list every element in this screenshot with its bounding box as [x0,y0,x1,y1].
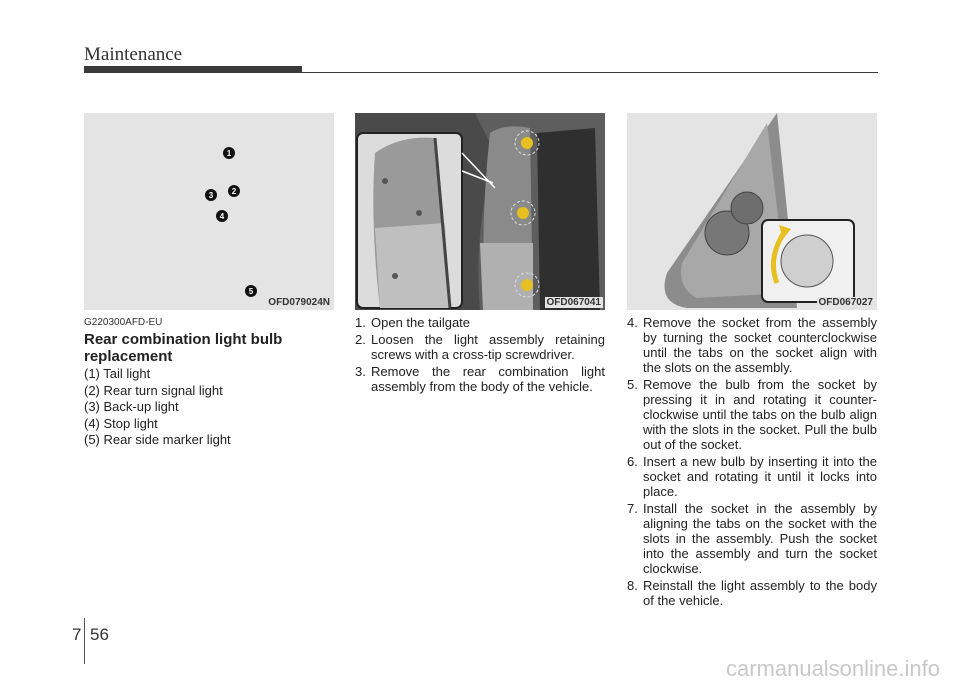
watermark: carmanualsonline.info [725,656,940,681]
callout-1: 1 [226,149,232,158]
retaining-screws-illustration [355,113,605,310]
chapter-number: 7 [72,625,82,644]
steps-list-middle [355,315,605,396]
steps-list-right [627,315,877,610]
socket-removal-illustration [627,113,877,310]
tail-light-illustration [84,113,334,310]
step-item: 6. Insert a new bulb by inserting it into the socket and rotating it until it locks into place. [627,454,877,499]
page-number: 56 [90,625,109,644]
callout-5: 5 [248,287,254,296]
bulb-legend [84,366,231,449]
legend-item: (5) Rear side marker light [84,432,231,447]
figure-socket-removal [627,113,877,310]
figure-tail-light-overview [84,113,334,310]
callout-4: 4 [219,212,225,221]
figure-code: OFD067041 [546,297,601,308]
legend-item: (4) Stop light [84,415,158,431]
step-item: 5. Remove the bulb from the socket by pressing it in and rotating it counter-clockwise until the tabs on the bulb align with the slots in the socket. Pull the bulb out of the socket. [627,377,877,452]
figure-code: OFD067027 [818,297,873,308]
header-rule [84,72,878,73]
legend-item: (1) Tail light [84,366,151,381]
step-item: 1. Open the tailgate [355,315,471,330]
step-item: 3. Remove the rear combination light assembly from the body of the vehicle. [355,364,605,394]
page-header-title: Maintenance [84,44,183,65]
section-heading: Rear combination light bulb replacement [84,331,283,365]
step-item: 8. Reinstall the light assembly to the body of the vehicle. [627,578,877,608]
step-item: 2. Loosen the light assembly retaining screws with a cross-tip screwdriver. [355,332,605,362]
figure-code: OFD079024N [268,297,330,308]
callout-2: 2 [231,187,237,196]
callout-3: 3 [208,191,214,200]
step-item: 7. Install the socket in the assembly by aligning the tabs on the socket with the slots in the assembly. Push the socket into the assembly and turn the socket clockwise. [627,501,877,576]
figure-retaining-screws [355,113,605,310]
legend-item: (3) Back-up light [84,399,179,414]
legend-item: (2) Rear turn signal light [84,382,223,398]
footer-divider [84,618,85,664]
section-code: G220300AFD-EU [84,317,163,328]
step-item: 4. Remove the socket from the assembly by turning the socket counterclockwise until the tabs on the socket align with the slots on the assembly. [627,315,877,375]
